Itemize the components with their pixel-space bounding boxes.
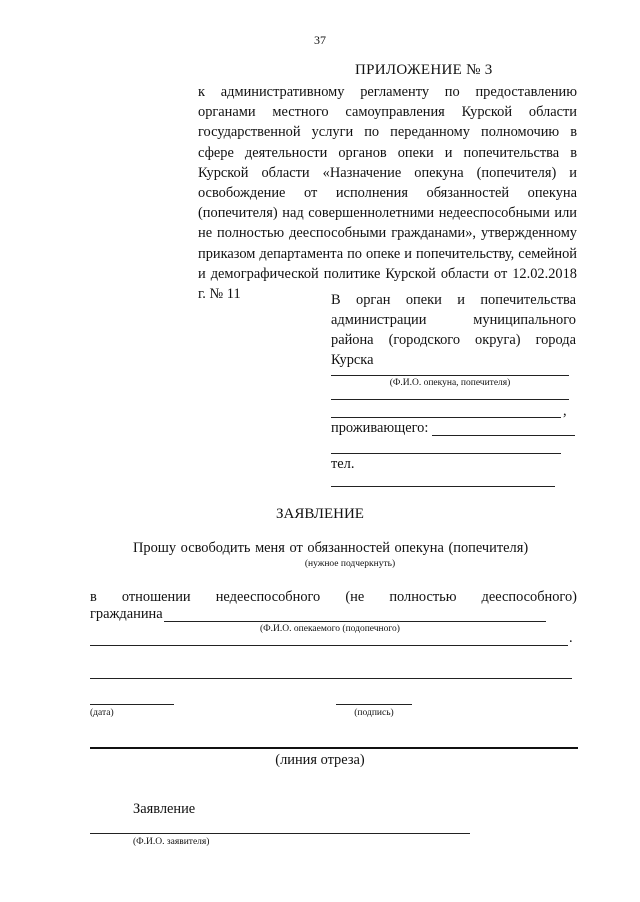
appendix-description: к административному регламенту по предоставлению органами местного самоуправления Курской области государственной услуги по переданному полномочию в сфере деятельности органов опеки и попечительства в Курской области «Назначение опекуна (попечителя) и освобождение от исполнения обязанностей опекуна (попечителя) над совершеннолетними недееспособными или не полностью дееспособными гражданами», утвержденному приказом департамента по опеке и попечительству, семейной и демографической политике Курской области от 12.02.2018 г. № 11 [198,84,577,303]
relation-line [90,589,577,606]
applicant-name-line [90,833,470,834]
relation-word: дееспособного) [481,589,577,605]
applicant-name-caption: (Ф.И.О. заявителя) [133,837,210,847]
statement-heading: ЗАЯВЛЕНИЕ [276,506,364,522]
relation-word: полностью [389,589,457,605]
address-line-1 [331,399,569,400]
cut-line-label: (линия отреза) [275,752,365,768]
blank-line-2 [90,678,572,679]
address-line-2 [331,417,561,418]
residing-line-2 [331,453,561,454]
ward-name-caption: (Ф.И.О. опекаемого (подопечного) [260,624,400,634]
date-line [90,704,174,705]
cut-line [90,747,578,749]
citizen-label: гражданина [90,606,163,622]
address-comma: , [563,403,567,419]
request-line: Прошу освободить меня от обязанностей опекуна (попечителя) [133,540,529,556]
residing-line [432,435,575,436]
relation-word: недееспособного [215,589,321,605]
receipt-title: Заявление [133,801,196,817]
relation-word: (не [345,589,365,605]
residing-label: проживающего: [331,420,429,436]
underline-hint: (нужное подчеркнуть) [304,559,396,569]
blank-line-1 [90,645,568,646]
relation-word: в [90,589,97,605]
date-caption: (дата) [90,708,114,718]
signature-line [336,704,412,705]
signature-caption: (подпись) [354,708,394,718]
appendix-title: ПРИЛОЖЕНИЕ № 3 [355,62,493,78]
phone-label: тел. [331,456,355,472]
blank-line-period: . [569,630,573,646]
phone-line [331,486,555,487]
addressee-text: В орган опеки и попечительства администрации муниципального района (городского округа) города Курска [331,292,576,368]
ward-name-line [164,621,546,622]
guardian-name-line [331,375,569,376]
page-number: 37 [314,33,326,47]
relation-word: отношении [121,589,191,605]
guardian-name-caption: (Ф.И.О. опекуна, попечителя) [389,378,511,388]
